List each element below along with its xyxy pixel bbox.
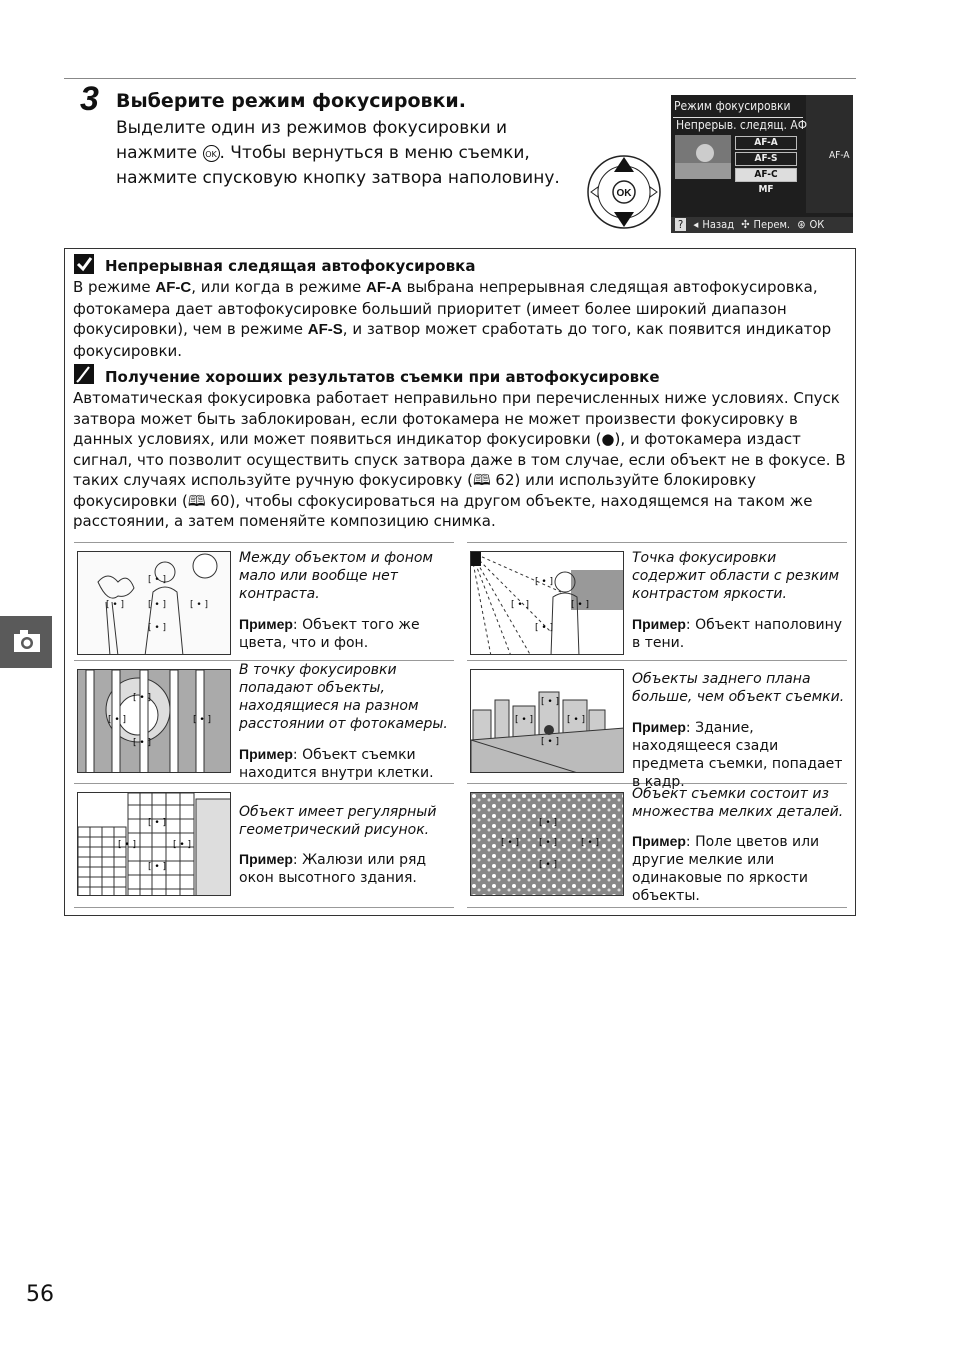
- example-label: Пример: [632, 833, 686, 849]
- note1-t1: В режиме: [73, 278, 156, 296]
- fine-detail-illustration: [470, 792, 624, 896]
- svg-text:[ • ]: [ • ]: [581, 838, 600, 848]
- svg-text:[ • ]: [ • ]: [571, 600, 590, 610]
- camera-menu-screen: [671, 95, 853, 233]
- condition-5-desc: Объект имеет регулярный геометрический рисунок.: [239, 804, 437, 838]
- step-number: 3: [80, 80, 99, 118]
- menu-preview-photo: [675, 135, 731, 179]
- note2-heading: Получение хороших результатов съемки при автофокусировке: [105, 368, 660, 386]
- svg-text:[ • ]: [ • ]: [148, 575, 167, 585]
- condition-4-example-text: Здание, находящееся сзади предмета съемки, попадает в кадр.: [632, 720, 843, 790]
- ok-hint-label: ОК: [809, 218, 825, 231]
- checkmark-note-icon: [74, 254, 94, 274]
- svg-text:[ • ]: [ • ]: [541, 697, 560, 707]
- back-label: Назад: [702, 218, 735, 231]
- condition-6-desc: Объект съемки состоит из множества мелких деталей.: [632, 786, 844, 820]
- svg-text:[ • ]: [ • ]: [148, 600, 167, 610]
- mode-af-a: AF-A: [366, 279, 402, 296]
- condition-6-example-text: Поле цветов или другие мелкие или одинаковые по яркости объекты.: [632, 834, 820, 904]
- example-label: Пример: [239, 851, 293, 867]
- step-line-2b: . Чтобы вернуться в меню съемки,: [219, 143, 530, 163]
- svg-text:[ • ]: [ • ]: [501, 838, 520, 848]
- note1-t2: , или когда в режиме: [191, 278, 366, 296]
- camera-icon: [0, 616, 52, 668]
- mode-af-c: AF-C: [155, 279, 192, 296]
- condition-5-example-text: Жалюзи или ряд окон высотного здания.: [239, 852, 427, 886]
- step-title: Выберите режим фокусировки.: [116, 90, 466, 112]
- svg-text:[ • ]: [ • ]: [511, 600, 530, 610]
- svg-text:[ • ]: [ • ]: [190, 600, 209, 610]
- condition-2-example: Пример: Объект наполовину в тени.: [632, 616, 843, 651]
- svg-text:[ • ]: [ • ]: [535, 577, 554, 587]
- back-hint: ◂ Назад: [693, 218, 735, 231]
- mode-af-s: AF-S: [307, 321, 343, 338]
- note1-text: [73, 277, 851, 361]
- page-number: 56: [26, 1282, 54, 1307]
- menu-bottom-bar: [671, 217, 853, 233]
- svg-text:[ • ]: [ • ]: [173, 840, 192, 850]
- menu-side-label: AF-A: [829, 150, 850, 161]
- step-line-2: [116, 141, 566, 166]
- option-mf[interactable]: MF: [758, 184, 774, 195]
- shooting-section-tab: [0, 616, 52, 668]
- condition-2-example-text: Объект наполовину в тени.: [632, 617, 843, 651]
- ok-button-icon: OK: [203, 145, 220, 162]
- svg-text:[ • ]: [ • ]: [515, 715, 534, 725]
- regular-pattern-illustration: [77, 792, 231, 896]
- condition-3-desc: В точку фокусировки попадают объекты, находящиеся на разном расстоянии от фотокамеры.: [239, 662, 448, 732]
- note1-heading: Непрерывная следящая автофокусировка: [105, 257, 476, 275]
- menu-title: Режим фокусировки: [674, 99, 791, 113]
- note2-t1: Автоматическая фокусировка работает неправильно при перечисленных ниже условиях. Спуск затвора может быть заблокирован, если фотокамера не может произвести фокусировку в данных условиях, или может появиться индикатор фокусировки (●), и фотокамера издаст сигнал, что позволит осуществить спуск затвора даже в том случае, если объект не в фокусе. В таких случаях используйте ручную фокусировку (: [73, 389, 846, 489]
- svg-text:[ • ]: [ • ]: [148, 818, 167, 828]
- example-label: Пример: [239, 616, 293, 632]
- svg-text:[ • ]: [ • ]: [108, 715, 127, 725]
- note2-text: [73, 388, 851, 532]
- svg-text:[ • ]: [ • ]: [148, 623, 167, 633]
- condition-5-example: Пример: Жалюзи или ряд окон высотного здания.: [239, 851, 427, 886]
- ok-label: OK: [616, 188, 632, 199]
- condition-4-example: Пример: Здание, находящееся сзади предмета съемки, попадает в кадр.: [632, 719, 843, 790]
- condition-1-example-text: Объект того же цвета, что и фон.: [239, 617, 420, 651]
- move-hint: ✣ Перем.: [741, 218, 791, 231]
- pencil-note-icon: [74, 364, 94, 384]
- top-rule: [64, 78, 856, 79]
- svg-text:[ • ]: [ • ]: [133, 738, 152, 748]
- option-af-a[interactable]: AF-A: [735, 136, 797, 150]
- option-af-c[interactable]: AF-C: [735, 168, 797, 182]
- condition-3-example-text: Объект съемки находится внутри клетки.: [239, 747, 434, 781]
- svg-text:[ • ]: [ • ]: [133, 693, 152, 703]
- example-label: Пример: [632, 616, 686, 632]
- ok-hint: ⊛ ОК: [797, 218, 825, 231]
- condition-1-desc: Между объектом и фоном мало или вообще нет контраста.: [239, 550, 433, 602]
- option-af-s[interactable]: AF-S: [735, 152, 797, 166]
- svg-text:[ • ]: [ • ]: [539, 838, 558, 848]
- condition-3-example: Пример: Объект съемки находится внутри клетки.: [239, 746, 434, 781]
- note1-t4: , и затвор может сработать до того, как появится индикатор фокусировки.: [73, 320, 832, 360]
- step-line-2a: нажмите: [116, 143, 203, 163]
- note2-t3: ), чтобы сфокусироваться на другом объекте, находящемся на таком же расстоянии, а затем поменяйте композицию снимка.: [73, 491, 813, 530]
- example-label: Пример: [632, 719, 686, 735]
- step-instructions: [116, 116, 566, 191]
- svg-text:[ • ]: [ • ]: [118, 840, 137, 850]
- svg-text:[ • ]: [ • ]: [535, 623, 554, 633]
- move-label: Перем.: [753, 218, 791, 231]
- svg-text:[ • ]: [ • ]: [106, 600, 125, 610]
- svg-text:[ • ]: [ • ]: [193, 715, 212, 725]
- high-contrast-illustration: [470, 551, 624, 655]
- low-contrast-illustration: [77, 551, 231, 655]
- ref-manual-focus[interactable]: 62: [495, 471, 515, 489]
- condition-6-example: Пример: Поле цветов или другие мелкие или одинаковые по яркости объекты.: [632, 833, 820, 904]
- svg-text:[ • ]: [ • ]: [539, 860, 558, 870]
- step-line-3: нажмите спусковую кнопку затвора наполовину.: [116, 168, 560, 188]
- condition-2-desc: Точка фокусировки содержит области с резким контрастом яркости.: [632, 550, 840, 602]
- menu-subtitle: Непрерыв. следящ. АФ: [676, 118, 808, 132]
- svg-text:[ • ]: [ • ]: [541, 737, 560, 747]
- example-label: Пример: [239, 746, 293, 762]
- svg-text:[ • ]: [ • ]: [539, 818, 558, 828]
- book-icon: 🕮: [187, 491, 211, 510]
- ref-focus-lock[interactable]: 60: [210, 491, 230, 510]
- step-line-1: Выделите один из режимов фокусировки и: [116, 118, 508, 138]
- condition-4-desc: Объекты заднего плана больше, чем объект съемки.: [632, 671, 845, 705]
- multi-selector-icon: [586, 154, 662, 230]
- background-building-illustration: [470, 669, 624, 773]
- condition-1-example: Пример: Объект того же цвета, что и фон.: [239, 616, 420, 651]
- help-icon: ?: [675, 218, 686, 231]
- cage-illustration: [77, 669, 231, 773]
- note2-t2: ) или используйте блокировку фокусировки (: [73, 471, 757, 510]
- note1-t3: выбрана непрерывная следящая автофокусировка, фотокамера дает автофокусировке больший приоритет (имеет более широкий диапазон фокусировки), чем в режиме: [73, 278, 818, 338]
- svg-text:[ • ]: [ • ]: [148, 862, 167, 872]
- svg-text:[ • ]: [ • ]: [567, 715, 586, 725]
- book-icon: 🕮: [472, 471, 496, 489]
- focus-mode-options: [735, 136, 797, 198]
